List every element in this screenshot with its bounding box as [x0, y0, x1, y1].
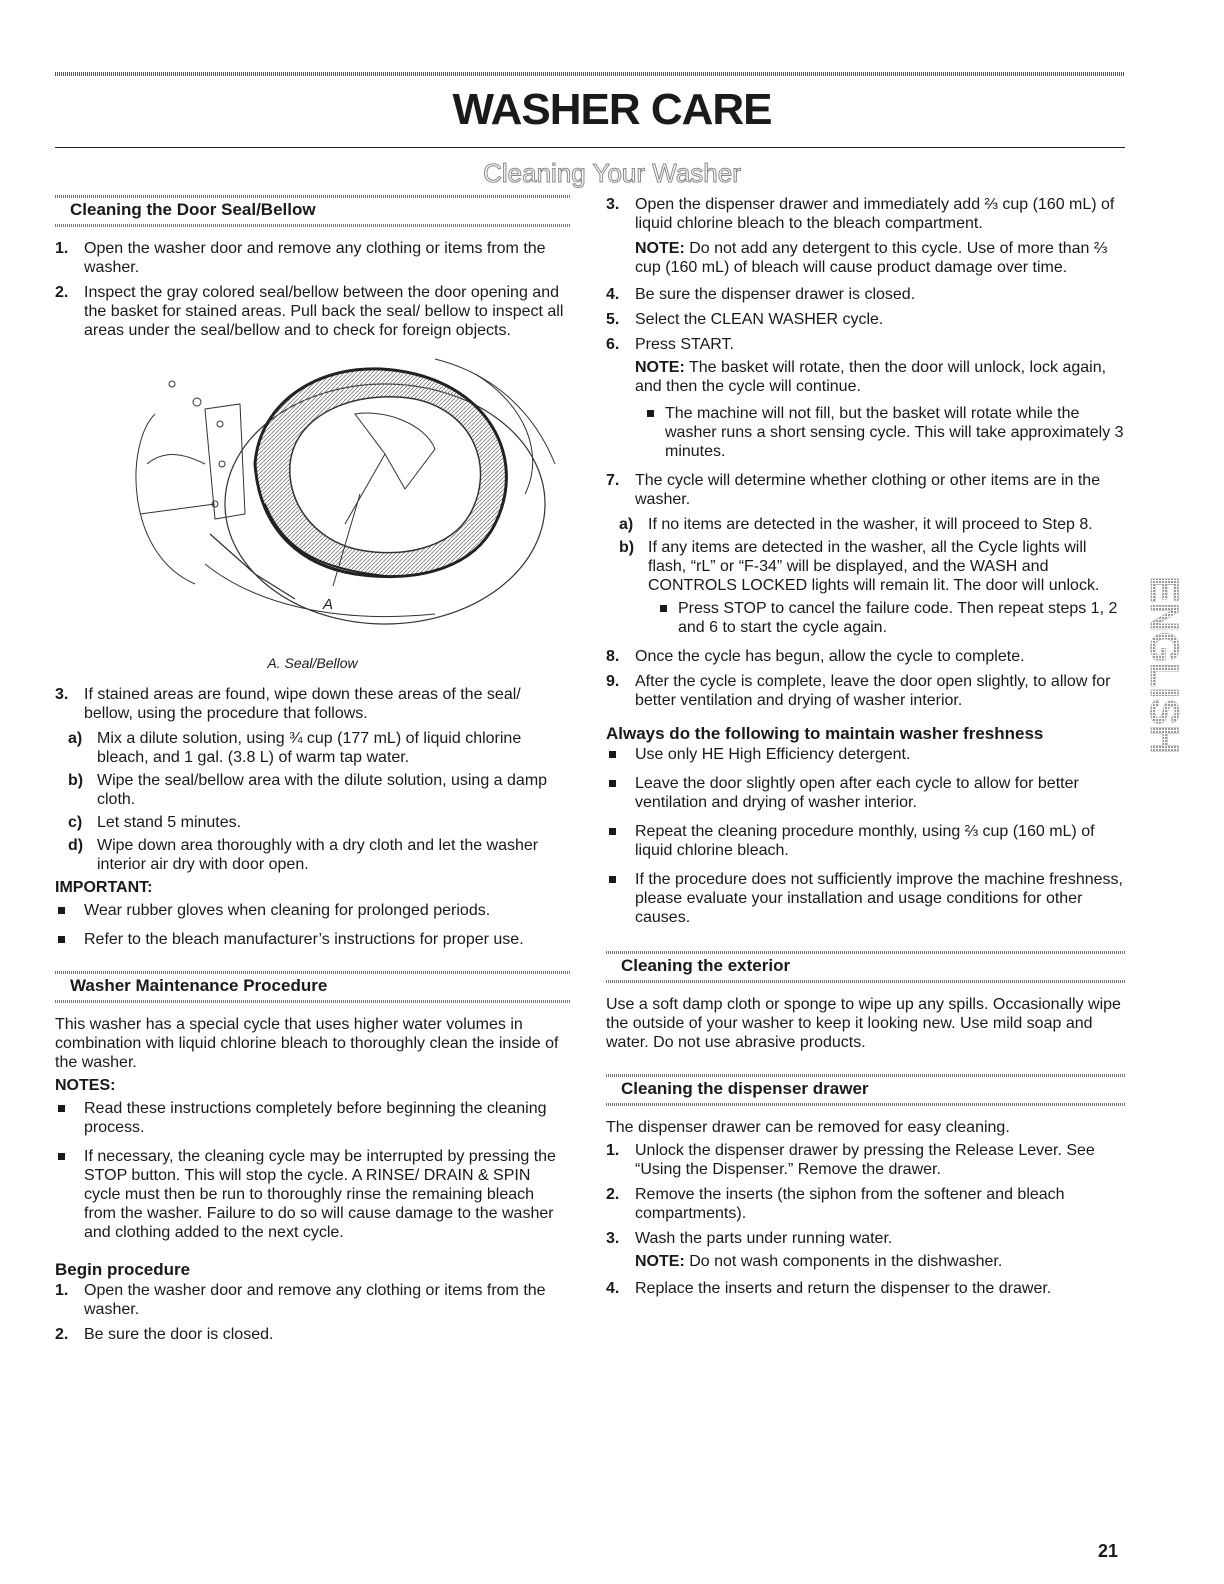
title-rule [55, 147, 1125, 148]
freshness-list [606, 745, 1126, 927]
step7-substeps [606, 515, 1126, 595]
drawer-heading: Cleaning the dispenser drawer [606, 1074, 1126, 1106]
list-item: Read these instructions completely before beginning the cleaning process. [55, 1099, 570, 1137]
freshness-heading: Always do the following to maintain washer freshness [606, 724, 1044, 743]
left-column [55, 195, 570, 1350]
exterior-heading: Cleaning the exterior [606, 951, 1126, 983]
list-item: c) Let stand 5 minutes. [68, 814, 242, 831]
list-item: 6. Press START. [606, 336, 734, 353]
exterior-text: Use a soft damp cloth or sponge to wipe up any spills. Occasionally wipe the outside of your washer to keep it looking new. Use mild soap and water. Do not use abrasive products. [606, 996, 1121, 1051]
cycle-step-7 [606, 471, 1126, 509]
note-basket-rotate: NOTE: The basket will rotate, then the door will unlock, lock again, and then the cycle will continue. [635, 359, 1107, 395]
list-item: If necessary, the cleaning cycle may be interrupted by pressing the STOP button. This will stop the cycle. A RINSE/ DRAIN & SPIN cycle must then be run to thoroughly rinse the remaining bleach from the washer. Failure to do so will cause damage to the washer and clothing added to the next cycle. [55, 1147, 570, 1242]
drawer-step4 [606, 1279, 1126, 1298]
english-side-tab [1130, 565, 1186, 765]
failure-bullet [648, 599, 1126, 637]
important-list [55, 901, 570, 949]
list-item: 1. Open the washer door and remove any clothing or items from the washer. [55, 240, 546, 276]
door-seal-steps [55, 239, 570, 340]
cycle-steps [606, 195, 1126, 233]
list-item: 1. Open the washer door and remove any clothing or items from the washer. [55, 1282, 546, 1318]
door-seal-heading: Cleaning the Door Seal/Bellow [55, 195, 570, 227]
list-item: Leave the door slightly open after each cycle to allow for better ventilation and drying of washer interior. [606, 774, 1126, 812]
page-title: WASHER CARE [452, 85, 772, 134]
seal-bellow-figure [55, 354, 570, 654]
figure-label-a: A [323, 596, 334, 613]
cycle-steps-4-6 [606, 285, 1126, 354]
important-label: IMPORTANT: [55, 879, 153, 896]
list-item: 3. Wash the parts under running water. [606, 1230, 893, 1247]
note-no-detergent: NOTE: Do not add any detergent to this cycle. Use of more than ⅔ cup (160 mL) of bleach will cause product damage over time. [635, 240, 1108, 276]
notes-list [55, 1099, 570, 1242]
top-dotted-rule [55, 72, 1125, 76]
list-item: a) If no items are detected in the washer, it will proceed to Step 8. [619, 516, 1093, 533]
figure-caption: A. Seal/Bellow [267, 655, 358, 671]
list-item: b) If any items are detected in the washer, all the Cycle lights will flash, “rL” or “F-34” will be displayed, and the WASH and CONTROLS LOCKED lights will remain lit. The door will unlock. [619, 539, 1100, 594]
list-item: a) Mix a dilute solution, using ¾ cup (177 mL) of liquid chlorine bleach, and 1 gal. (3.8 L) of warm tap water. [68, 730, 522, 766]
list-item: 1. Unlock the dispenser drawer by pressing the Release Lever. See “Using the Dispenser.” Remove the drawer. [606, 1142, 1095, 1178]
list-item: Wear rubber gloves when cleaning for prolonged periods. [55, 901, 570, 920]
drawer-intro: The dispenser drawer can be removed for easy cleaning. [606, 1119, 1010, 1136]
list-item: 3. If stained areas are found, wipe down these areas of the seal/ bellow, using the procedure that follows. [55, 686, 521, 722]
list-item: Refer to the bleach manufacturer’s instructions for proper use. [55, 930, 570, 949]
right-column [606, 195, 1126, 1304]
drawer-steps [606, 1141, 1126, 1248]
list-item: 2. Be sure the door is closed. [55, 1326, 274, 1343]
list-item: Use only HE High Efficiency detergent. [606, 745, 1126, 764]
begin-procedure-heading: Begin procedure [55, 1260, 191, 1279]
door-seal-substeps [55, 729, 570, 874]
page-number: 21 [1098, 1541, 1119, 1561]
notes-label: NOTES: [55, 1077, 116, 1094]
list-item: 2. Remove the inserts (the siphon from the softener and bleach compartments). [606, 1186, 1065, 1222]
door-seal-step3 [55, 685, 570, 723]
maintenance-heading: Washer Maintenance Procedure [55, 971, 570, 1003]
list-item: 5. Select the CLEAN WASHER cycle. [606, 311, 884, 328]
list-item: 2. Inspect the gray colored seal/bellow between the door opening and the basket for stained areas. Pull back the seal/ bellow to inspect all areas under the seal/bellow and to check for foreign objects. [55, 284, 564, 339]
list-item: 9. After the cycle is complete, leave the door open slightly, to allow for better ventilation and drying of washer interior. [606, 673, 1111, 709]
cycle-steps-8-9 [606, 647, 1126, 710]
list-item: 4. Replace the inserts and return the dispenser to the drawer. [606, 1280, 1052, 1297]
list-item: Press STOP to cancel the failure code. Then repeat steps 1, 2 and 6 to start the cycle again. [648, 599, 1126, 637]
list-item: 3. Open the dispenser drawer and immediately add ⅔ cup (160 mL) of liquid chlorine bleach to the bleach compartment. [606, 196, 1115, 232]
list-item: b) Wipe the seal/bellow area with the dilute solution, using a damp cloth. [68, 772, 548, 808]
list-item: Repeat the cleaning procedure monthly, using ⅔ cup (160 mL) of liquid chlorine bleach. [606, 822, 1126, 860]
maintenance-intro: This washer has a special cycle that uses higher water volumes in combination with liquid chlorine bleach to thoroughly clean the inside of the washer. [55, 1016, 559, 1071]
list-item: 7. The cycle will determine whether clothing or other items are in the washer. [606, 472, 1101, 508]
section-title: Cleaning Your Washer [483, 158, 741, 188]
list-item: 4. Be sure the dispenser drawer is closed. [606, 286, 916, 303]
list-item: d) Wipe down area thoroughly with a dry cloth and let the washer interior air dry with door open. [68, 837, 539, 873]
begin-steps [55, 1281, 570, 1344]
list-item: If the procedure does not sufficiently improve the machine freshness, please evaluate your installation and usage conditions for other causes. [606, 870, 1126, 927]
washer-door-illustration [55, 354, 570, 654]
list-item: 8. Once the cycle has begun, allow the cycle to complete. [606, 648, 1025, 665]
sensing-bullet [635, 404, 1126, 461]
side-tab-label: ENGLISH [1142, 576, 1186, 754]
list-item: The machine will not fill, but the basket will rotate while the washer runs a short sensing cycle. This will take approximately 3 minutes. [635, 404, 1126, 461]
note-dishwasher: NOTE: Do not wash components in the dishwasher. [635, 1253, 1003, 1270]
